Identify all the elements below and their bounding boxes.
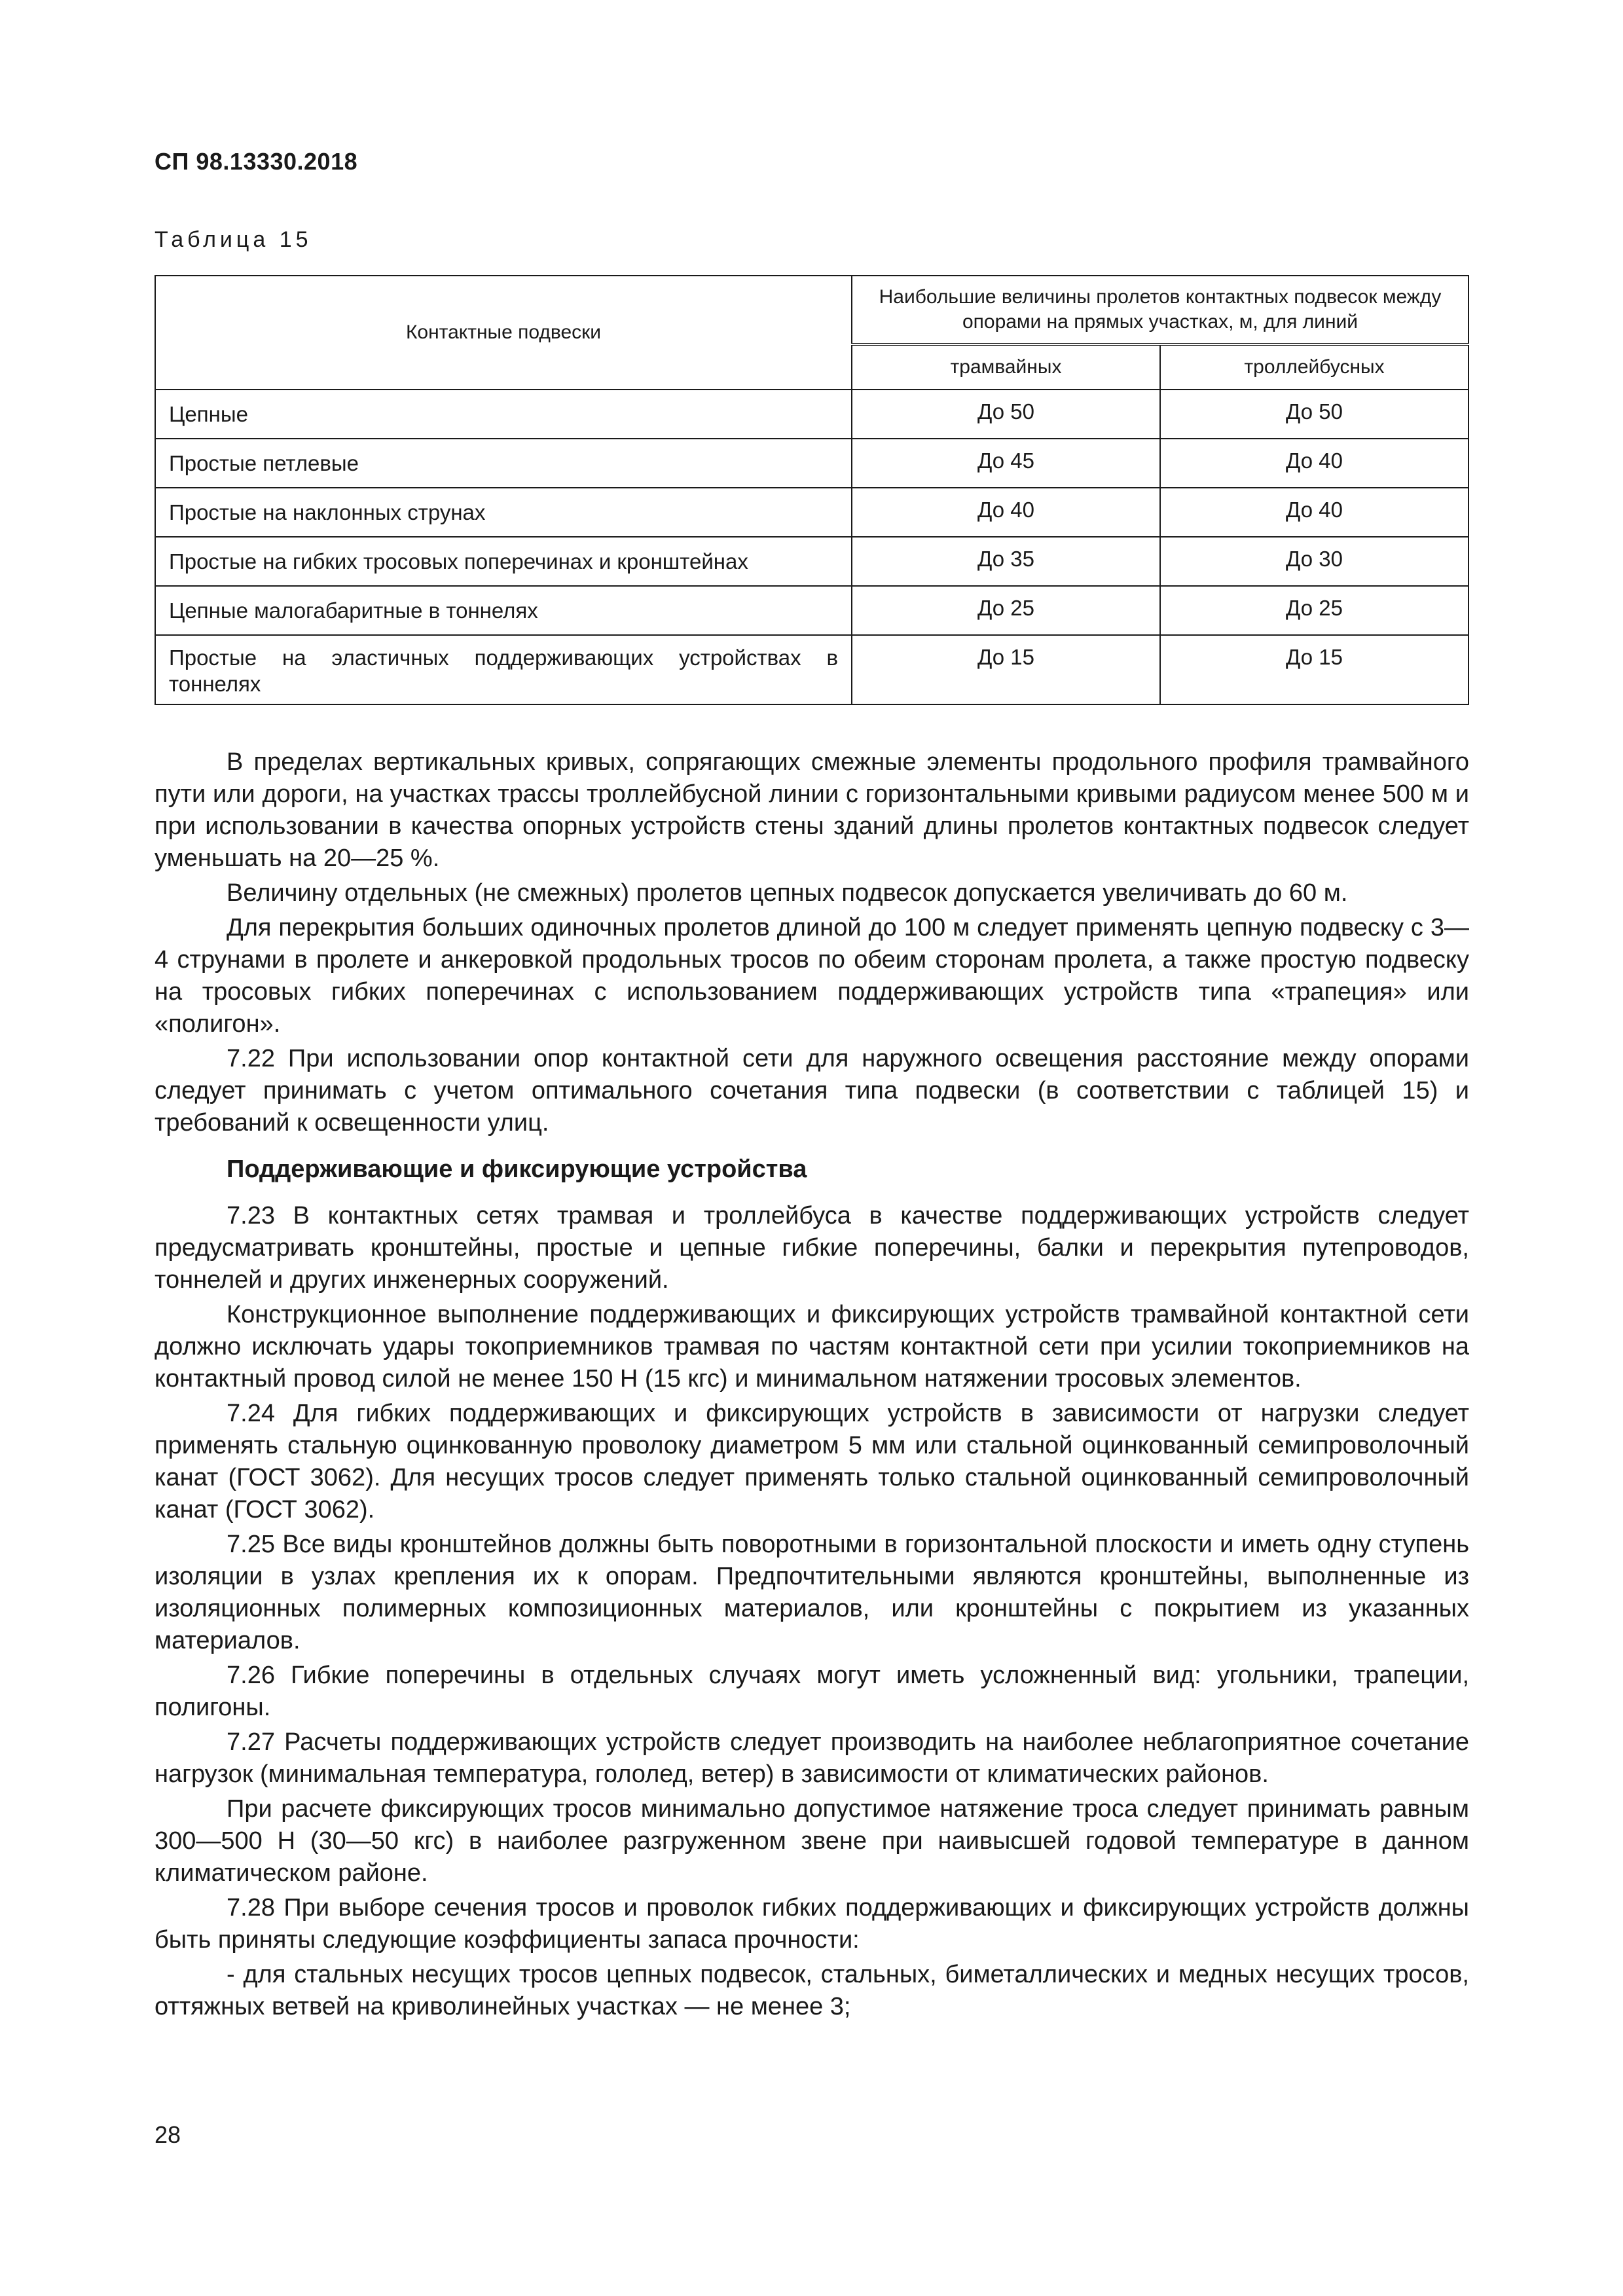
body-text — [155, 746, 1469, 2023]
row-trolleybus-value: До 40 — [1160, 488, 1468, 537]
table-header-trolleybus: троллейбусных — [1160, 344, 1468, 390]
spans-table — [155, 275, 1469, 705]
table-header-tram: трамвайных — [852, 344, 1160, 390]
paragraph: 7.24 Для гибких поддерживающих и фиксирующих устройств в зависимости от нагрузки следует применять стальную оцинкованную проволоку диаметром 5 мм или стальной оцинкованный семипроволочный канат (ГОСТ 3062). Для несущих тросов следует применять только стальной оцинкованный семипроволочный канат (ГОСТ 3062). — [155, 1400, 1469, 1523]
table-row — [155, 439, 1468, 488]
paragraph: Величину отдельных (не смежных) пролетов цепных подвесок допускается увеличивать до 60 м. — [227, 879, 1348, 907]
paragraph: 7.26 Гибкие поперечины в отдельных случаях могут иметь усложненный вид: угольники, трапеции, полигоны. — [155, 1662, 1469, 1721]
row-tram-value: До 15 — [852, 635, 1160, 704]
table-row — [155, 488, 1468, 537]
paragraph: Для перекрытия больших одиночных пролетов длиной до 100 м следует применять цепную подвеску с 3—4 струнами в пролете и анкеровкой продольных тросов по обеим сторонам пролета, а также простую подвеску на тросовых гибких поперечинах с использованием поддерживающих устройств типа «трапеция» или «полигон». — [155, 914, 1469, 1038]
row-name: Простые на наклонных струнах — [155, 488, 852, 537]
paragraph: При расчете фиксирующих тросов минимально допустимое натяжение троса следует принимать равным 300—500 Н (30—50 кгс) в наиболее разгруженном звене при наивысшей годовой температуре в данном климатическом районе. — [155, 1795, 1469, 1887]
row-name: Цепные — [155, 390, 852, 439]
paragraph: 7.22 При использовании опор контактной сети для наружного освещения расстояние между опорами следует принимать с учетом оптимального сочетания типа подвески (в соответствии с таблицей 15) и требований к освещенности улиц. — [155, 1045, 1469, 1137]
row-tram-value: До 45 — [852, 439, 1160, 488]
row-trolleybus-value: До 30 — [1160, 537, 1468, 586]
paragraph: 7.25 Все виды кронштейнов должны быть поворотными в горизонтальной плоскости и иметь одну ступень изоляции в узлах крепления их к опорам. Предпочтительными являются кронштейны, выполненные из изоляционных полимерных композиционных материалов, или кронштейны с покрытием из указанных материалов. — [155, 1531, 1469, 1654]
table-row — [155, 635, 1468, 704]
row-name: Простые на гибких тросовых поперечинах и кронштейнах — [155, 537, 852, 586]
table-header-max-spans: Наибольшие величины пролетов контактных подвесок между опорами на прямых участках, м, для линий — [852, 276, 1468, 344]
row-tram-value: До 50 — [852, 390, 1160, 439]
page-number: 28 — [155, 2121, 181, 2148]
row-name: Простые петлевые — [155, 439, 852, 488]
row-tram-value: До 40 — [852, 488, 1160, 537]
table-row — [155, 586, 1468, 635]
row-trolleybus-value: До 15 — [1160, 635, 1468, 704]
list-item: - для стальных несущих тросов цепных подвесок, стальных, биметаллических и медных несущих тросов, оттяжных ветвей на криволинейных участках — не менее 3; — [155, 1961, 1469, 2020]
paragraph: 7.23 В контактных сетях трамвая и троллейбуса в качестве поддерживающих устройств следует предусматривать кронштейны, простые и цепные гибкие поперечины, балки и перекрытия путепроводов, тоннелей и других инженерных сооружений. — [155, 1202, 1469, 1294]
row-name: Цепные малогабаритные в тоннелях — [155, 586, 852, 635]
row-name: Простые на эластичных поддерживающих устройствах в тоннелях — [155, 635, 852, 704]
paragraph: 7.28 При выборе сечения тросов и проволок гибких поддерживающих и фиксирующих устройств должны быть приняты следующие коэффициенты запаса прочности: — [155, 1894, 1469, 1954]
row-trolleybus-value: До 40 — [1160, 439, 1468, 488]
table-row — [155, 390, 1468, 439]
table-header-suspensions: Контактные подвески — [155, 276, 852, 390]
row-trolleybus-value: До 50 — [1160, 390, 1468, 439]
table-caption: Таблица 15 — [155, 227, 312, 252]
section-heading: Поддерживающие и фиксирующие устройства — [227, 1156, 807, 1183]
paragraph: 7.27 Расчеты поддерживающих устройств следует производить на наиболее неблагоприятное сочетание нагрузок (минимальная температура, гололед, ветер) в зависимости от климатических районов. — [155, 1728, 1469, 1788]
paragraph: В пределах вертикальных кривых, сопрягающих смежные элементы продольного профиля трамвайного пути или дороги, на участках трассы троллейбусной линии с горизонтальными кривыми радиусом менее 500 м и при использовании в качества опорных устройств стены зданий длины пролетов контактных подвесок следует уменьшать на 20—25 %. — [155, 748, 1469, 872]
document-code: СП 98.13330.2018 — [155, 148, 358, 175]
row-trolleybus-value: До 25 — [1160, 586, 1468, 635]
paragraph: Конструкционное выполнение поддерживающих и фиксирующих устройств трамвайной контактной сети должно исключать удары токоприемников трамвая по частям контактной сети при усилии токоприемников на контактный провод силой не менее 150 Н (15 кгс) и минимальном натяжении тросовых элементов. — [155, 1301, 1469, 1393]
table-row — [155, 537, 1468, 586]
row-tram-value: До 35 — [852, 537, 1160, 586]
row-tram-value: До 25 — [852, 586, 1160, 635]
